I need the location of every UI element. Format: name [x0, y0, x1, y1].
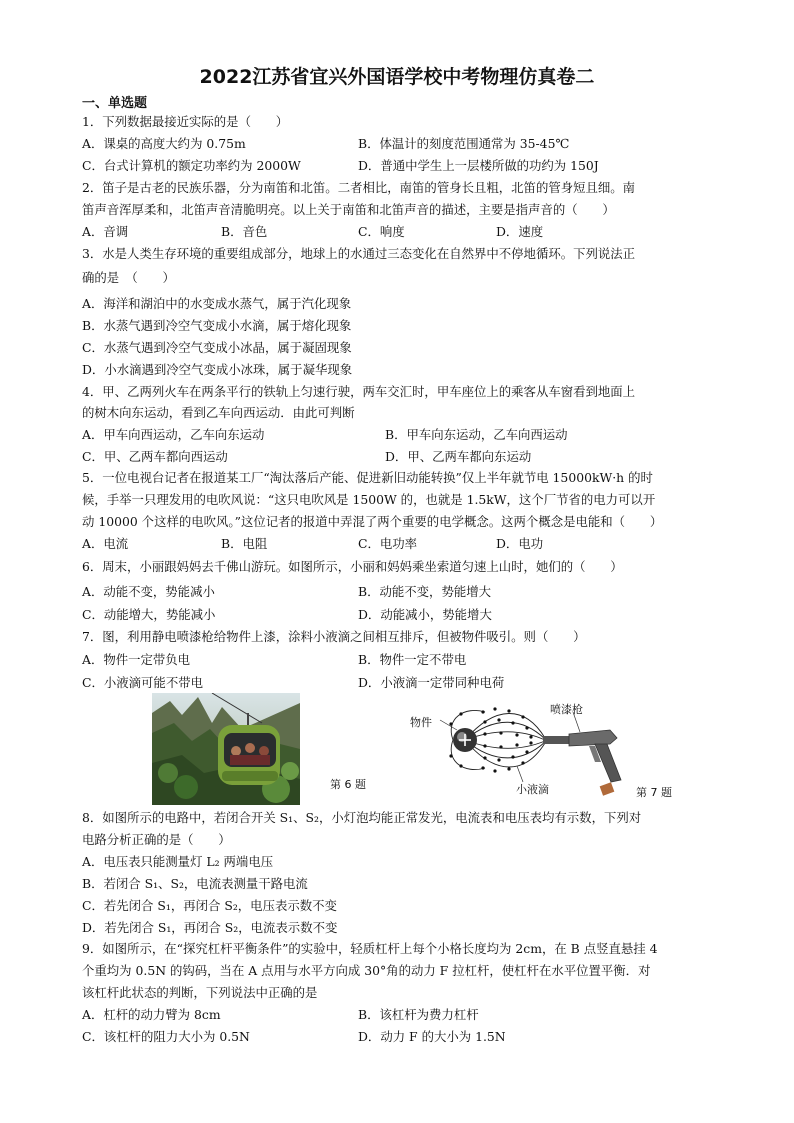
q7-option-d: D．小液滴一定带同种电荷: [358, 675, 505, 690]
q3-option-d: D．小水滴遇到冷空气变成小冰珠，属于凝华现象: [82, 362, 353, 377]
q5-option-c: C．电功率: [358, 536, 418, 551]
q6-option-d: D．动能减小，势能增大: [358, 607, 492, 622]
figure-7-caption: 第 7 题: [636, 786, 672, 799]
q9-option-c: C．该杠杆的阻力大小为 0.5N: [82, 1029, 250, 1044]
q9-stem-line2: 个重均为 0.5N 的钩码，当在 A 点用与水平方向成 30°角的动力 F 拉杠杆，使杠杆在水平位置平衡．对: [82, 963, 651, 978]
q6-stem: 6．周末，小丽跟妈妈去千佛山游玩。如图所示，小丽和妈妈乘坐索道匀速上山时，她们的（ ）: [82, 559, 623, 574]
q7-option-a: A．物件一定带负电: [82, 652, 191, 667]
q8-option-a: A．电压表只能测量灯 L₂ 两端电压: [82, 854, 274, 869]
q3-option-c: C．水蒸气遇到冷空气变成小冰晶，属于凝固现象: [82, 340, 352, 355]
q1-option-c: C．台式计算机的额定功率约为 2000W: [82, 158, 301, 173]
label-droplet: 小液滴: [516, 783, 549, 796]
q9-option-a: A．杠杆的动力臂为 8cm: [82, 1007, 221, 1022]
cable-car-photo: [152, 693, 300, 805]
q5-stem-line1: 5．一位电视台记者在报道某工厂“淘汰落后产能、促进新旧动能转换”仅上半年就节电 15000kW·h 的时: [82, 470, 653, 485]
q6-option-c: C．动能增大，势能减小: [82, 607, 216, 622]
q2-stem-line2: 笛声音浑厚柔和，北笛声音清脆明亮。以上关于南笛和北笛声音的描述，主要是指声音的（ ）: [82, 202, 615, 217]
q9-stem-line3: 该杠杆此状态的判断，下列说法中正确的是: [82, 985, 318, 1000]
q5-stem-line2: 候，手举一只理发用的电吹风说：“这只电吹风是 1500W 的，也就是 1.5kW，这个厂节省的电力可以开: [82, 492, 656, 507]
q9-option-d: D．动力 F 的大小为 1.5N: [358, 1029, 506, 1044]
q7-stem: 7．图，利用静电喷漆枪给物件上漆，涂料小液滴之间相互排斥，但被物件吸引。则（ ）: [82, 629, 586, 644]
q2-option-d: D．速度: [496, 224, 544, 239]
q3-option-b: B．水蒸气遇到冷空气变成小水滴，属于熔化现象: [82, 318, 352, 333]
label-spray-gun: 喷漆枪: [550, 703, 583, 716]
q8-option-d: D．若先闭合 S₁，再闭合 S₂，电流表示数不变: [82, 920, 338, 935]
q2-option-b: B．音色: [221, 224, 268, 239]
q6-option-a: A．动能不变，势能减小: [82, 584, 215, 599]
q8-option-c: C．若先闭合 S₁，再闭合 S₂，电压表示数不变: [82, 898, 337, 913]
q8-stem-line2: 电路分析正确的是（ ）: [82, 832, 231, 847]
q3-stem-line1: 3．水是人类生存环境的重要组成部分，地球上的水通过三态变化在自然界中不停地循环。下列说法正: [82, 246, 636, 261]
q3-option-a: A．海洋和湖泊中的水变成水蒸气，属于汽化现象: [82, 296, 352, 311]
q9-option-b: B．该杠杆为费力杠杆: [358, 1007, 479, 1022]
q4-option-c: C．甲、乙两车都向西运动: [82, 449, 228, 464]
q6-option-b: B．动能不变，势能增大: [358, 584, 492, 599]
q9-stem-line1: 9．如图所示，在“探究杠杆平衡条件”的实验中，轻质杠杆上每个小格长度均为 2cm，在 B 点竖直悬挂 4: [82, 941, 658, 956]
q4-option-b: B．甲车向东运动，乙车向西运动: [385, 427, 568, 442]
q4-option-a: A．甲车向西运动，乙车向东运动: [82, 427, 265, 442]
q2-option-a: A．音调: [82, 224, 129, 239]
q2-option-c: C．响度: [358, 224, 405, 239]
q1-option-d: D．普通中学生上一层楼所做的功约为 150J: [358, 158, 599, 173]
q4-stem-line1: 4．甲、乙两列火车在两条平行的铁轨上匀速行驶，两车交汇时，甲车座位上的乘客从车窗看到地面上: [82, 384, 636, 399]
q1-stem: 1．下列数据最接近实际的是（ ）: [82, 114, 289, 129]
q7-option-b: B．物件一定不带电: [358, 652, 467, 667]
q5-stem-line3: 动 10000 个这样的电吹风。”这位记者的报道中弄混了两个重要的电学概念。这两个概念是电能和（ ）: [82, 514, 663, 529]
q8-option-b: B．若闭合 S₁、S₂，电流表测量干路电流: [82, 876, 308, 891]
figure-6-caption: 第 6 题: [330, 778, 366, 791]
q4-option-d: D．甲、乙两车都向东运动: [385, 449, 532, 464]
q4-stem-line2: 的树木向东运动，看到乙车向西运动．由此可判断: [82, 405, 355, 420]
q5-option-a: A．电流: [82, 536, 129, 551]
label-object: 物件: [410, 716, 432, 729]
q7-option-c: C．小液滴可能不带电: [82, 675, 203, 690]
q8-stem-line1: 8．如图所示的电路中，若闭合开关 S₁、S₂，小灯泡均能正常发光，电流表和电压表均有示数，下列对: [82, 810, 642, 825]
q5-option-d: D．电功: [496, 536, 544, 551]
section-heading: 一、单选题: [82, 96, 148, 111]
q2-stem-line1: 2．笛子是古老的民族乐器，分为南笛和北笛。二者相比，南笛的管身长且粗，北笛的管身短且细。南: [82, 180, 636, 195]
q1-option-b: B．体温计的刻度范围通常为 35-45℃: [358, 136, 570, 151]
q1-option-a: A．课桌的高度大约为 0.75m: [82, 136, 246, 151]
q3-stem-line2: 确的是 （ ）: [82, 270, 175, 285]
q5-option-b: B．电阻: [221, 536, 268, 551]
page-title: 2022江苏省宜兴外国语学校中考物理仿真卷二: [199, 66, 595, 88]
